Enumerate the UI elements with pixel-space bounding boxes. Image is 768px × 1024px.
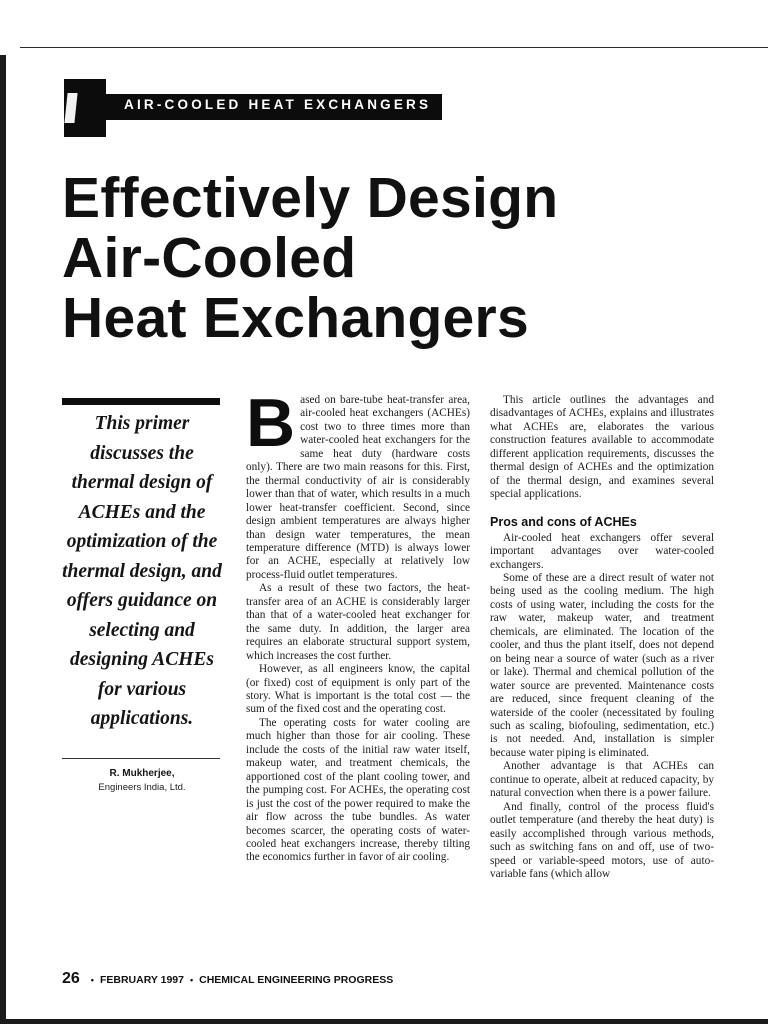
sidebar-rule-bottom — [62, 758, 220, 759]
body-paragraph: Air-cooled heat exchangers offer several important advantages over water-cooled exchangers. — [490, 531, 714, 571]
scan-edge-bottom — [0, 1019, 768, 1024]
body-column-2 — [490, 394, 714, 881]
body-paragraph — [246, 385, 470, 582]
article-title-line-1: Effectively Design — [62, 166, 559, 230]
issue-date: FEBRUARY 1997 — [99, 974, 184, 986]
body-paragraph: However, as all engineers know, the capital (or fixed) cost of equipment is only part of the story. What is important is the total cost — the sum of the fixed cost and the operating cost. — [246, 663, 470, 716]
body-paragraph: The operating costs for water cooling are much higher than those for air cooling. These include the costs of the initial raw water itself, makeup water, and treatment chemicals, the apportioned cost of the plant cooling tower, and the pumping cost. For ACHEs, the operating cost is just the cost of the power required to make the air flow across the tube bundles. As water becomes scarcer, the operating costs of water-cooled heat exchangers increase, thereby tilting the economics further in favor of air cooling. — [246, 716, 470, 864]
journal-name: CHEMICAL ENGINEERING PROGRESS — [199, 974, 394, 986]
section-marker-glyph — [64, 93, 77, 123]
body-paragraph: As a result of these two factors, the heat-transfer area of an ACHE is considerably larger than that of a water-cooled heat exchanger for the same duty. In addition, the larger area requires an elaborate structural support system, which increases the cost further. — [246, 582, 470, 662]
article-title — [62, 168, 722, 348]
article-title-line-2: Air-Cooled — [62, 226, 357, 290]
footer-bullet: • — [189, 975, 194, 985]
author-affiliation: Engineers India, Ltd. — [98, 782, 186, 793]
author-name: R. Mukherjee, — [109, 768, 175, 779]
page-footer — [62, 970, 393, 988]
section-heading: Pros and cons of ACHEs — [490, 514, 637, 529]
top-rule — [20, 47, 768, 48]
body-paragraph: And finally, control of the process fluid's outlet temperature (and thereby the heat duty) is easily accomplished through various methods, such as switching fans on and off, use of two-speed or variable-speed motors, use of auto-variable fans (which allow — [490, 800, 714, 880]
section-banner-label: AIR-COOLED HEAT EXCHANGERS — [124, 97, 432, 112]
body-paragraph-text: ased on bare-tube heat-transfer area, air-cooled heat exchangers (ACHEs) cost two to three times more than water-cooled heat exchangers for the same heat duty (hardware costs only). There are two main reasons for this. First, the thermal conductivity of air is considerably lower than that of water, which results in a much lower heat-transfer coefficient. Second, since design ambient temperatures are always higher than design water temperatures, the mean temperature difference (MTD) is always lower for an ACHE, especially at relatively low process-fluid outlet temperatures. — [246, 394, 470, 581]
page-number: 26 — [62, 970, 80, 987]
sidebar-rule-top — [62, 398, 220, 405]
footer-bullet: • — [90, 975, 94, 985]
article-title-line-3: Heat Exchangers — [62, 286, 530, 350]
drop-cap: B — [246, 385, 296, 461]
section-marker-block — [64, 79, 106, 137]
intro-deck: This primer discusses the thermal design of ACHEs and the optimization of the thermal design, and offers guidance on selecting and designing ACHEs for various applications. — [62, 413, 222, 729]
body-paragraph: Some of these are a direct result of water not being used as the cooling medium. The high costs of using water, including the costs for the raw water, makeup water, and treatment chemicals, are eliminated. The location of the cooler, and thus the plant itself, does not depend on being near a source of water (such as a river or lake). Thermal and chemical pollution of the water source are prevented. Maintenance costs are reduced, since frequent cleaning of the waterside of the cooler (necessitated by fouling such as scaling, biofouling, sedimentation, etc.) is not needed. And, installation is simpler because water piping is eliminated. — [490, 571, 714, 759]
body-paragraph: Another advantage is that ACHEs can continue to operate, albeit at reduced capacity, by natural convection when there is a power failure. — [490, 760, 714, 800]
body-paragraph: This article outlines the advantages and disadvantages of ACHEs, explains and illustrates what ACHEs are, elaborates the various construction features available to accommodate different application requirements, discusses the thermal design of ACHEs and the optimization of the thermal design, and examines several special applications. — [490, 394, 714, 501]
scan-edge-left — [0, 55, 6, 1023]
body-column-1 — [246, 385, 470, 865]
